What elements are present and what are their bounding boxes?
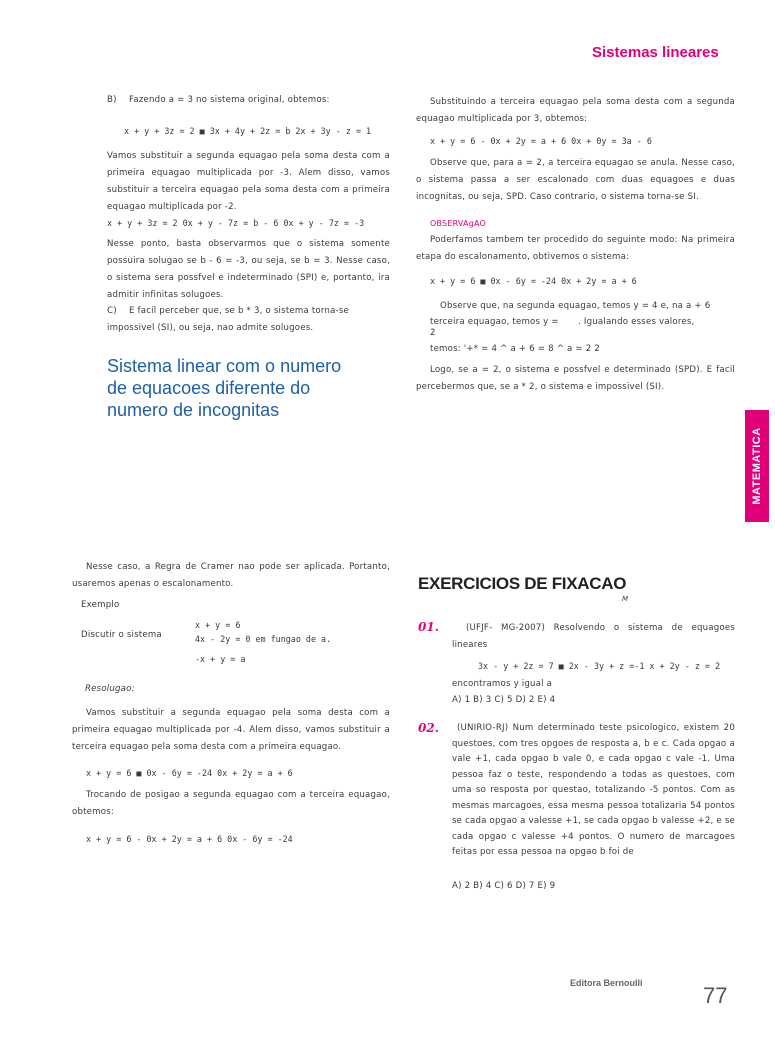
observacao-label: OBSERVAgAO	[430, 219, 487, 228]
equation-system: x + y = 6 ■ 0x - 6y = -24 0x + 2y = a + 6	[86, 768, 293, 778]
question-text: encontramos y igual a	[452, 679, 553, 689]
item-b-intro: Fazendo a = 3 no sistema original, obtemos:	[129, 95, 330, 105]
subject-side-tab	[745, 410, 769, 522]
exercises-title: EXERCICIOS DE FIXACAO	[418, 574, 627, 593]
text-line: terceira equagao, temos y =	[430, 317, 559, 327]
question-number: 02.	[418, 721, 439, 735]
paragraph: Vamos substituir a segunda equagao pela soma desta com a primeira equagao multiplicada por -3. Alem disso, vamos substituir a terceira equagao pela soma desta com a primeira equagao multiplicada por -2.	[107, 151, 390, 212]
question-text: (UNIRIO-RJ) Num determinado teste psicologico, existem 20 questoes, com tres opgoes de resposta a, b e c. Cada opgao a vale +1, cada opgao b vale 0, e cada opgao c vale -1. Uma pessoa faz o teste, respondendo a todas as questoes, com uma so resposta por questao, totalizando -5 pontos. Com as mesmas marcagoes, essa mesma pessoa totalizaria 54 pontos se cada opgao a valesse +1, se cada opgao b valesse +2, e se cada opgao c valesse +4 pontos. O numero de marcagoes feitas por essa pessoa na opgao b foi de	[452, 723, 735, 857]
page-header-title: Sistemas lineares	[592, 44, 719, 61]
section-title-line: Sistema linear com o numero	[107, 356, 342, 376]
equation-system: x + y = 6 - 0x + 2y = a + 6 0x - 6y = -24	[86, 834, 293, 844]
discutir-label: Discutir o sistema	[81, 630, 162, 640]
system-line: -x + y = a	[195, 654, 246, 664]
equation-system: x + y = 6 - 0x + 2y = a + 6 0x + 0y = 3a - 6	[430, 136, 652, 146]
system-line: 4x - 2y = 0 em fungao de a.	[195, 634, 332, 644]
paragraph: Trocando de posigao a segunda equagao com a terceira equagao, obtemos:	[72, 790, 390, 817]
item-c-text: E facil perceber que, se b * 3, o sistema torna-se impossivel (SI), ou seja, nao admite solugoes.	[107, 306, 350, 333]
equation-system: 3x - y + 2z = 7 ■ 2x - 3y + z =-1 x + 2y - z = 2	[478, 661, 721, 671]
paragraph: Logo, se a = 2, o sistema e possfvel e determinado (SPD). E facil percebermos que, se a * 2, o sistema e impossivel (SI).	[416, 365, 735, 392]
item-c-label: C)	[107, 306, 117, 316]
paragraph: Nesse ponto, basta observarmos que o sistema somente possuira solugao se b - 6 = -3, ou seja, se b = 3. Nesse caso, o sistema sera possfvel e indeterminado (SPI) e, portanto, ira admitir infinitas solugoes.	[107, 239, 390, 300]
example-label: Exemplo	[81, 600, 120, 610]
paragraph: Vamos substituir a segunda equagao pela soma desta com a primeira equagao multiplicada por -4. Alem disso, vamos substituir a terceira equagao pela soma desta com a primeira equagao.	[72, 708, 390, 752]
text-line: temos: '+* = 4 ^ a + 6 = 8 ^ a = 2 2	[430, 344, 601, 354]
section-title-line: numero de incognitas	[107, 400, 280, 420]
equation-system: x + y + 3z = 2 ■ 3x + 4y + 2z = b 2x + 3y - z = 1	[124, 126, 372, 136]
paragraph: Observe que, para a = 2, a terceira equagao se anula. Nesse caso, o sistema passa a ser escalonado com duas equagoes e duas incognitas, ou seja, SPD. Caso contrario, o sistema torna-se SI.	[416, 158, 735, 202]
fraction-denominator: 2	[430, 328, 436, 338]
paragraph: Nesse caso, a Regra de Cramer nao pode ser aplicada. Portanto, usaremos apenas o escalonamento.	[72, 562, 390, 589]
exercises-sub-mark: M	[622, 595, 629, 603]
resolucao-label: Resolugao:	[85, 684, 135, 694]
section-title	[107, 355, 397, 421]
footer-publisher: Editora Bernoulli	[570, 978, 643, 988]
paragraph: Substituindo a terceira equagao pela soma desta com a segunda equagao multiplicada por 3, obtemos:	[416, 97, 735, 124]
side-tab-label: MATEMATICA	[751, 427, 763, 505]
section-title-line: de equacoes diferente do	[107, 378, 311, 398]
answer-options: A) 1 B) 3 C) 5 D) 2 E) 4	[452, 695, 556, 705]
item-b-label: B)	[107, 95, 117, 105]
page-number: 77	[703, 983, 728, 1008]
text-line: . Igualando esses valores,	[578, 317, 695, 327]
text-line: Observe que, na segunda equagao, temos y = 4 e, na a + 6	[440, 301, 711, 311]
answer-options: A) 2 B) 4 C) 6 D) 7 E) 9	[452, 881, 556, 891]
question-text: (UFJF- MG-2007) Resolvendo o sistema de equagoes lineares	[452, 623, 735, 650]
question-number: 01.	[418, 620, 439, 634]
equation-system: x + y + 3z = 2 0x + y - 7z = b - 6 0x + y - 7z = -3	[107, 218, 365, 228]
system-line: x + y = 6	[195, 620, 241, 630]
equation-system: x + y = 6 ■ 0x - 6y = -24 0x + 2y = a + 6	[430, 276, 637, 286]
paragraph: Poderfamos tambem ter procedido do seguinte modo: Na primeira etapa do escalonamento, obtivemos o sistema:	[416, 235, 735, 262]
